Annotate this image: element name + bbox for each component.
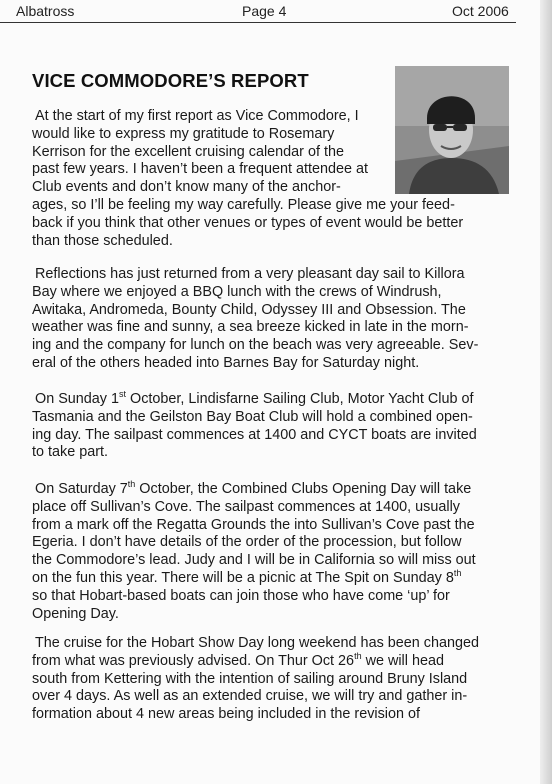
article-title: VICE COMMODORE’S REPORT [32, 70, 309, 91]
text-line: Kerrison for the excellent cruising calendar of the [32, 143, 344, 160]
text-line: ing day. The sailpast commences at 1400 and CYCT boats are invited [32, 426, 477, 443]
text-fragment: on the fun this year. There will be a picnic at The Spit on Sunday 8 [32, 569, 454, 586]
text-line: weather was fine and sunny, a sea breeze kicked in late in the morn- [32, 319, 469, 336]
page-spine-shadow [540, 0, 552, 784]
page-header [0, 0, 516, 22]
text-fragment: from what was previously advised. On Thur Oct 26 [32, 652, 355, 669]
text-line: place off Sullivan’s Cove. The sailpast commences at 1400, usually [32, 498, 460, 515]
text-line: The cruise for the Hobart Show Day long weekend has been changed [35, 635, 479, 651]
paragraph-intro [32, 108, 463, 250]
text-line: than those scheduled. [32, 232, 173, 249]
ordinal-suffix: th [354, 651, 362, 661]
header-date: Oct 2006 [452, 3, 509, 19]
header-divider [0, 22, 516, 23]
text-line: Awitaka, Andromeda, Bounty Child, Odyssey III and Obsession. The [32, 301, 466, 318]
ordinal-suffix: th [127, 479, 136, 490]
text-line: ing and the company for lunch on the beach was very agreeable. Sev- [32, 337, 479, 354]
ordinal-suffix: st [119, 389, 127, 400]
text-line: from a mark off the Regatta Grounds the into Sullivan’s Cove past the [32, 516, 475, 533]
text-line: so that Hobart-based boats can join those who have come ‘up’ for [32, 587, 450, 604]
text-line: eral of the others headed into Barnes Bay for Saturday night. [32, 354, 420, 371]
text-line: the Commodore’s lead. Judy and I will be in California so will miss out [32, 552, 476, 569]
text-line [32, 570, 476, 588]
text-line: over 4 days. As well as an extended cruise, we will try and gather in- [32, 688, 468, 705]
text-line: to take part. [32, 444, 108, 461]
ordinal-suffix: th [453, 568, 462, 579]
text-line: south from Kettering with the intention of sailing around Bruny Island [32, 670, 468, 687]
paragraph-saturday-opening [32, 481, 476, 623]
text-line: Reflections has just returned from a very pleasant day sail to Killora [35, 266, 465, 282]
text-fragment: we will head [361, 652, 444, 669]
text-fragment: October, Lindisfarne Sailing Club, Motor Yacht Club of [126, 391, 474, 407]
paragraph-show-day-cruise [32, 635, 479, 724]
header-publication-name: Albatross [16, 3, 75, 19]
text-line: formation about 4 new areas being included in the revision of [32, 706, 420, 723]
text-line: Egeria. I don’t have details of the order of the procession, but follow [32, 534, 462, 551]
text-line: would like to express my gratitude to Rosemary [32, 125, 335, 142]
text-fragment: On Saturday 7 [35, 481, 128, 497]
text-line [32, 391, 477, 409]
text-line: Club events and don’t know many of the anchor- [32, 179, 341, 196]
text-line: At the start of my first report as Vice Commodore, I [35, 108, 359, 124]
text-line: back if you think that other venues or types of event would be better [32, 214, 464, 231]
text-line: Tasmania and the Geilston Bay Boat Club will hold a combined open- [32, 408, 473, 425]
header-page-number: Page 4 [242, 3, 287, 19]
paragraph-reflections [32, 266, 478, 373]
text-line: Opening Day. [32, 605, 119, 622]
text-line [32, 481, 476, 499]
text-line: ages, so I’ll be feeling my way carefully. Please give me your feed- [32, 196, 455, 213]
text-line: Bay where we enjoyed a BBQ lunch with the crews of Windrush, [32, 283, 442, 300]
text-fragment: October, the Combined Clubs Opening Day will take [135, 481, 472, 497]
text-line: past few years. I haven’t been a frequent attendee at [32, 161, 369, 178]
paragraph-sunday-opening [32, 391, 477, 462]
text-line [32, 653, 479, 671]
text-fragment: On Sunday 1 [35, 391, 120, 407]
